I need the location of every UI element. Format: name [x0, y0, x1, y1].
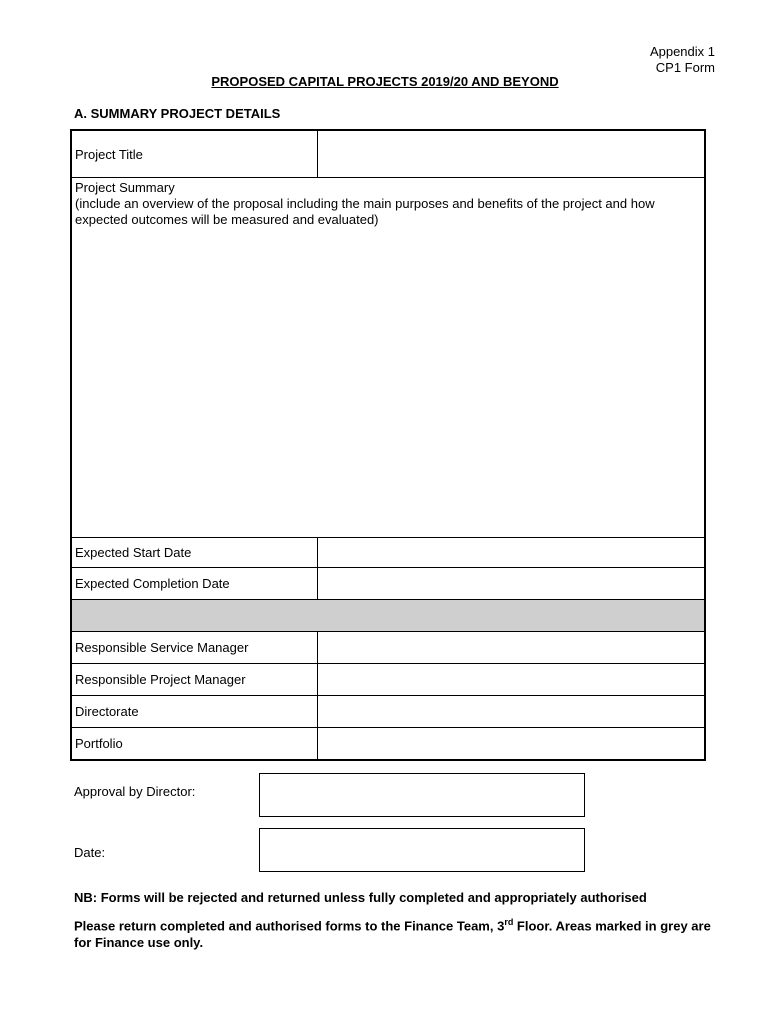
directorate-row — [72, 695, 704, 727]
appendix-label — [650, 44, 715, 76]
appendix-number: Appendix 1 — [649, 44, 715, 59]
portfolio-field[interactable] — [318, 728, 704, 759]
date-label: Date: — [74, 845, 106, 860]
service-manager-row — [72, 631, 704, 663]
directorate-label: Directorate — [72, 696, 318, 727]
project-title-row — [72, 131, 704, 177]
project-title-field[interactable] — [318, 131, 704, 177]
return-text-start: Please return completed and authorised forms to the Finance Team, 3 — [74, 918, 505, 934]
floor-ordinal-suffix: rd — [504, 917, 514, 927]
project-manager-label: Responsible Project Manager — [72, 664, 318, 695]
section-heading: A. SUMMARY PROJECT DETAILS — [74, 106, 281, 121]
rejection-note: NB: Forms will be rejected and returned unless fully completed and appropriately authorised — [74, 890, 647, 905]
directorate-field[interactable] — [318, 696, 704, 727]
director-approval-label: Approval by Director: — [74, 784, 196, 799]
service-manager-label: Responsible Service Manager — [72, 632, 318, 663]
start-date-field[interactable] — [318, 538, 704, 567]
project-manager-row — [72, 663, 704, 695]
finance-use-grey-row — [72, 599, 704, 631]
project-summary-label: Project Summary — [75, 180, 175, 195]
start-date-label: Expected Start Date — [72, 538, 318, 567]
return-text-end: Floor. Areas marked in grey are for Finance use only. — [74, 918, 711, 951]
start-date-row — [72, 537, 704, 567]
portfolio-label: Portfolio — [72, 728, 318, 759]
form-code: CP1 Form — [655, 60, 715, 75]
page-title: PROPOSED CAPITAL PROJECTS 2019/20 AND BEYOND — [211, 74, 559, 89]
director-approval-box[interactable] — [259, 773, 585, 817]
project-title-label: Project Title — [72, 131, 318, 177]
project-details-table — [70, 129, 706, 761]
project-summary-hint: (include an overview of the proposal including the main purposes and benefits of the project and how expected outcomes will be measured and evaluated) — [75, 196, 655, 227]
completion-date-row — [72, 567, 704, 599]
service-manager-field[interactable] — [318, 632, 704, 663]
return-instructions — [74, 914, 724, 951]
completion-date-field[interactable] — [318, 568, 704, 599]
date-box[interactable] — [259, 828, 585, 872]
project-summary-field[interactable] — [72, 177, 704, 537]
completion-date-label: Expected Completion Date — [72, 568, 318, 599]
project-manager-field[interactable] — [318, 664, 704, 695]
portfolio-row — [72, 727, 704, 759]
